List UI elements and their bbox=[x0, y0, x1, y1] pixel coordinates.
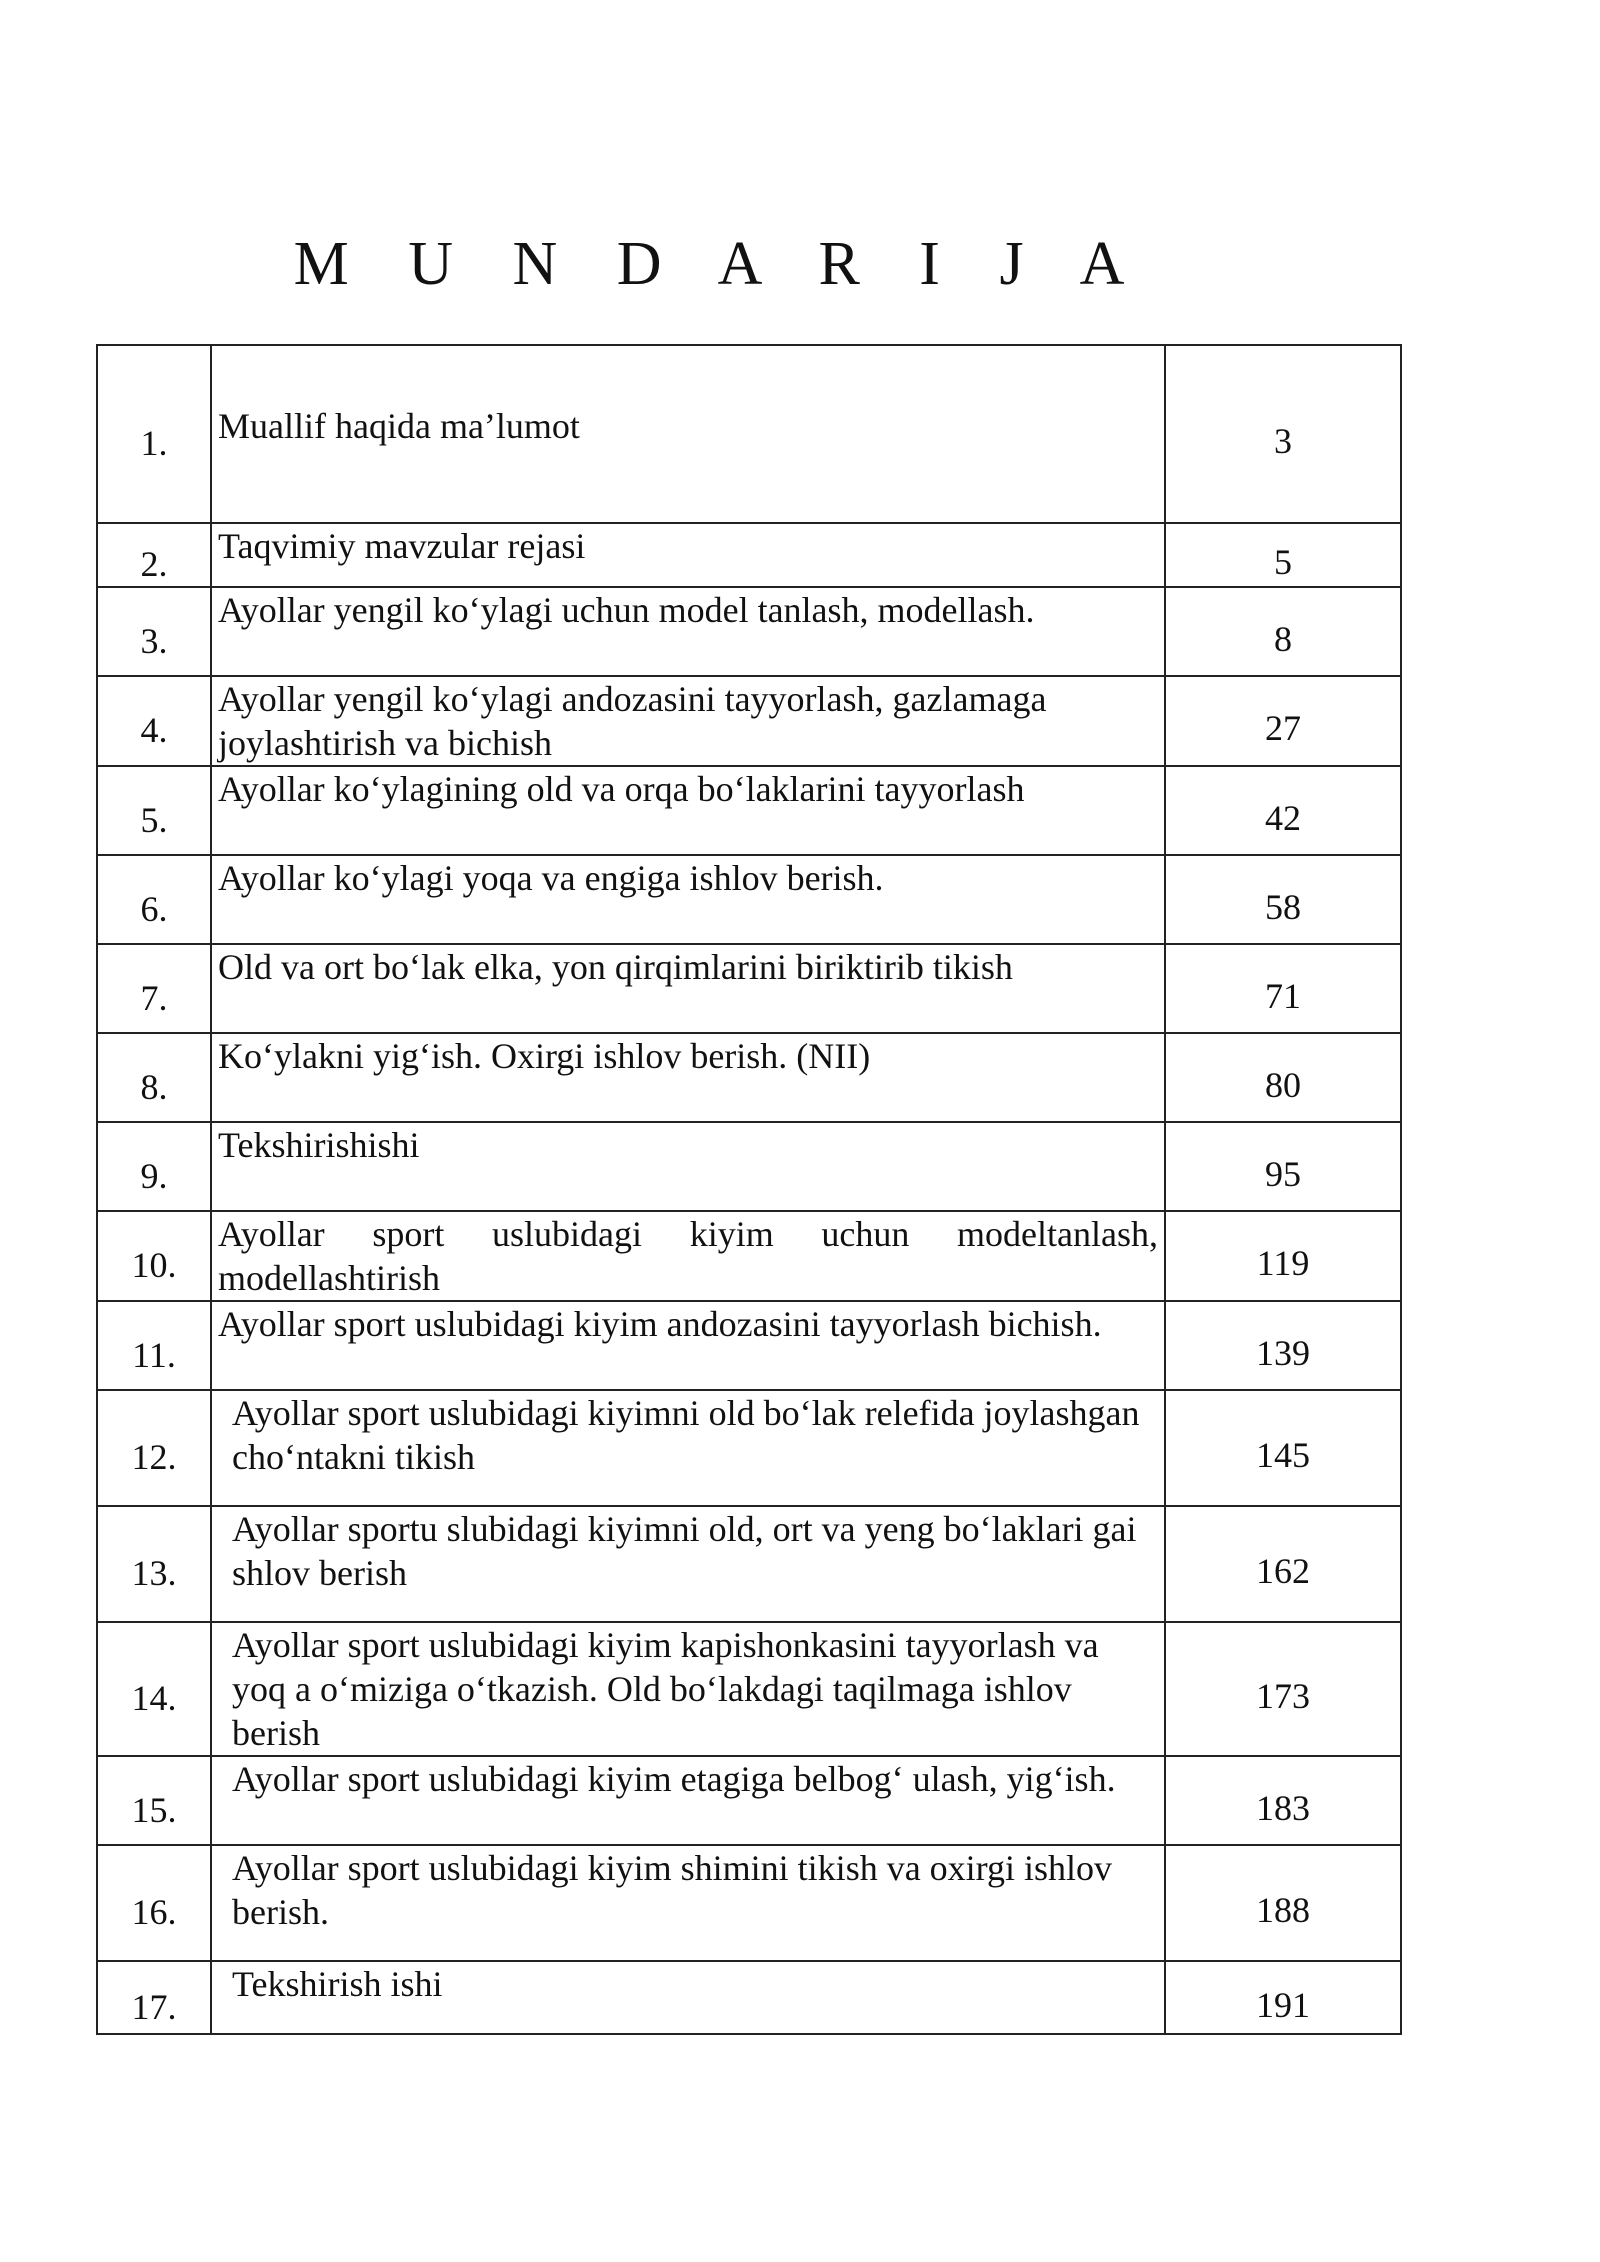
item-number: 7. bbox=[97, 944, 211, 1033]
item-page: 58 bbox=[1165, 855, 1401, 944]
item-page: 173 bbox=[1165, 1622, 1401, 1756]
item-page: 80 bbox=[1165, 1033, 1401, 1122]
item-title: Ayollar sport uslubidagi kiyim shimini tikish va oxirgi ishlov berish. bbox=[211, 1845, 1165, 1961]
table-row bbox=[97, 1033, 1401, 1122]
item-page: 3 bbox=[1165, 345, 1401, 523]
table-row bbox=[97, 1506, 1401, 1622]
item-number: 3. bbox=[97, 587, 211, 676]
table-row bbox=[97, 1845, 1401, 1961]
item-title: Ayollar sport uslubidagi kiyim andozasini tayyorlash bichish. bbox=[211, 1301, 1165, 1390]
table-row bbox=[97, 1390, 1401, 1506]
item-title: Ko‘ylakni yig‘ish. Oxirgi ishlov berish. (NII) bbox=[211, 1033, 1165, 1122]
item-page: 5 bbox=[1165, 523, 1401, 587]
item-page: 42 bbox=[1165, 766, 1401, 855]
item-number: 11. bbox=[97, 1301, 211, 1390]
item-title: Ayollar yengil ko‘ylagi andozasini tayyorlash, gazlamaga joylashtirish va bichish bbox=[211, 676, 1165, 766]
item-title: Ayollar yengil ko‘ylagi uchun model tanlash, modellash. bbox=[211, 587, 1165, 676]
item-title: Ayollar sport uslubidagi kiyim kapishonkasini tayyorlash va yoq a o‘miziga o‘tkazish. Old bo‘lakdagi taqilmaga ishlov berish bbox=[211, 1622, 1165, 1756]
item-page: 191 bbox=[1165, 1961, 1401, 2034]
table-row bbox=[97, 345, 1401, 523]
item-page: 145 bbox=[1165, 1390, 1401, 1506]
item-page: 95 bbox=[1165, 1122, 1401, 1211]
item-title: Tekshirishishi bbox=[211, 1122, 1165, 1211]
item-title: Ayollar sport uslubidagi kiyim uchun modeltanlash, modellashtirish bbox=[211, 1211, 1165, 1301]
item-title: Ayollar sport uslubidagi kiyim etagiga belbog‘ ulash, yig‘ish. bbox=[211, 1756, 1165, 1845]
item-title: Ayollar ko‘ylagi yoqa va engiga ishlov berish. bbox=[211, 855, 1165, 944]
table-row bbox=[97, 1961, 1401, 2034]
item-number: 12. bbox=[97, 1390, 211, 1506]
item-title: Old va ort bo‘lak elka, yon qirqimlarini biriktirib tikish bbox=[211, 944, 1165, 1033]
item-number: 4. bbox=[97, 676, 211, 766]
table-row bbox=[97, 523, 1401, 587]
item-number: 13. bbox=[97, 1506, 211, 1622]
item-number: 8. bbox=[97, 1033, 211, 1122]
table-row bbox=[97, 1211, 1401, 1301]
item-number: 10. bbox=[97, 1211, 211, 1301]
page-title: M U N D A R I J A bbox=[293, 230, 1147, 298]
item-title: Ayollar ko‘ylagining old va orqa bo‘laklarini tayyorlash bbox=[211, 766, 1165, 855]
table-row bbox=[97, 1301, 1401, 1390]
item-page: 162 bbox=[1165, 1506, 1401, 1622]
item-number: 5. bbox=[97, 766, 211, 855]
item-page: 139 bbox=[1165, 1301, 1401, 1390]
table-row bbox=[97, 766, 1401, 855]
table-row bbox=[97, 1622, 1401, 1756]
contents-table bbox=[96, 344, 1402, 2035]
item-number: 14. bbox=[97, 1622, 211, 1756]
table-row bbox=[97, 855, 1401, 944]
table-row bbox=[97, 944, 1401, 1033]
item-page: 8 bbox=[1165, 587, 1401, 676]
item-title: Ayollar sport uslubidagi kiyimni old bo‘lak relefida joylashgan cho‘ntakni tikish bbox=[211, 1390, 1165, 1506]
item-number: 15. bbox=[97, 1756, 211, 1845]
item-title: Ayollar sportu slubidagi kiyimni old, ort va yeng bo‘laklari gai shlov berish bbox=[211, 1506, 1165, 1622]
item-number: 1. bbox=[97, 345, 211, 523]
table-row bbox=[97, 587, 1401, 676]
item-title: Tekshirish ishi bbox=[211, 1961, 1165, 2034]
item-number: 17. bbox=[97, 1961, 211, 2034]
item-number: 9. bbox=[97, 1122, 211, 1211]
item-page: 27 bbox=[1165, 676, 1401, 766]
item-number: 16. bbox=[97, 1845, 211, 1961]
item-page: 188 bbox=[1165, 1845, 1401, 1961]
item-title: Muallif haqida ma’lumot bbox=[211, 345, 1165, 523]
item-number: 6. bbox=[97, 855, 211, 944]
item-number: 2. bbox=[97, 523, 211, 587]
table-row bbox=[97, 1756, 1401, 1845]
item-page: 71 bbox=[1165, 944, 1401, 1033]
item-page: 183 bbox=[1165, 1756, 1401, 1845]
item-title: Taqvimiy mavzular rejasi bbox=[211, 523, 1165, 587]
table-row bbox=[97, 676, 1401, 766]
table-row bbox=[97, 1122, 1401, 1211]
item-page: 119 bbox=[1165, 1211, 1401, 1301]
